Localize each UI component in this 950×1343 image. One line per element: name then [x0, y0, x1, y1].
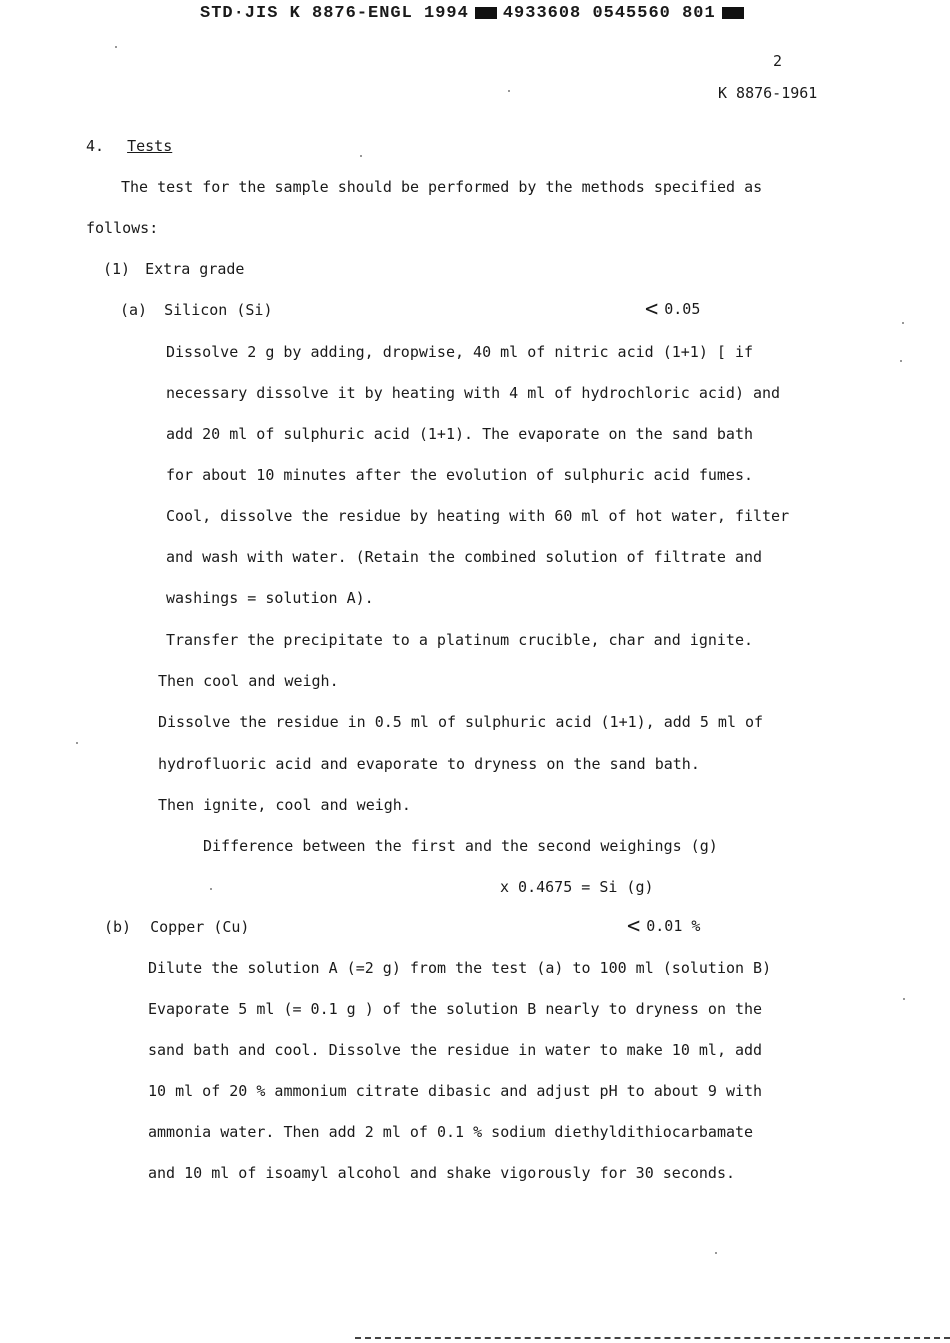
item-b-line: ammonia water. Then add 2 ml of 0.1 % sodium diethyldithiocarbamate	[148, 1123, 754, 1141]
item-a-line: Dissolve 2 g by adding, dropwise, 40 ml of nitric acid (1+1) [ if	[166, 343, 753, 361]
formula-line-2: x 0.4675 = Si (g)	[500, 878, 654, 896]
scan-speck	[715, 1252, 717, 1254]
item-b-limit-value: 0.01 %	[646, 917, 701, 935]
item-a-line: washings = solution A).	[166, 589, 374, 607]
header-bar-mark	[475, 7, 497, 19]
scan-speck	[76, 742, 78, 744]
item-b-line: 10 ml of 20 % ammonium citrate dibasic and adjust pH to about 9 with	[148, 1082, 763, 1100]
section-number: 4.	[86, 137, 105, 155]
scan-speck	[508, 90, 510, 92]
scan-speck	[903, 998, 905, 1000]
item-b-title: Copper (Cu)	[150, 918, 250, 936]
item-a-line: Then cool and weigh.	[158, 672, 339, 690]
subsection-heading	[103, 260, 244, 278]
item-a-line: hydrofluoric acid and evaporate to dryness on the sand bath.	[158, 755, 700, 773]
item-a-label: (a)	[120, 301, 148, 319]
item-b-heading	[104, 918, 249, 936]
less-than-icon: <	[627, 914, 641, 939]
section-title: Tests	[127, 137, 173, 155]
item-b-line: sand bath and cool. Dissolve the residue in water to make 10 ml, add	[148, 1041, 763, 1059]
item-a-line: add 20 ml of sulphuric acid (1+1). The evaporate on the sand bath	[166, 425, 753, 443]
subsection-title: Extra grade	[145, 260, 245, 278]
section-intro-line-1: The test for the sample should be performed by the methods specified as	[121, 178, 763, 196]
less-than-icon: <	[645, 297, 659, 322]
scan-speck	[115, 46, 117, 48]
scan-speck	[900, 360, 902, 362]
item-a-line: Then ignite, cool and weigh.	[158, 796, 411, 814]
scan-speck	[360, 155, 362, 157]
page-number: 2	[773, 52, 783, 70]
item-b-label: (b)	[104, 918, 132, 936]
document-header	[200, 4, 750, 23]
footer-rule	[355, 1337, 950, 1341]
item-b-line: and 10 ml of isoamyl alcohol and shake vigorously for 30 seconds.	[148, 1164, 735, 1182]
item-a-heading	[120, 301, 273, 319]
item-a-limit	[645, 297, 700, 322]
header-bar-mark-end	[722, 7, 744, 19]
item-a-line: and wash with water. (Retain the combined solution of filtrate and	[166, 548, 763, 566]
section-heading	[86, 137, 172, 155]
formula-line-1: Difference between the first and the second weighings (g)	[203, 837, 718, 855]
item-b-line: Evaporate 5 ml (= 0.1 g ) of the solution B nearly to dryness on the	[148, 1000, 763, 1018]
item-a-line: Cool, dissolve the residue by heating with 60 ml of hot water, filter	[166, 507, 790, 525]
header-left-code: STD·JIS K 8876-ENGL 1994	[200, 4, 469, 23]
item-a-line: necessary dissolve it by heating with 4 ml of hydrochloric acid) and	[166, 384, 781, 402]
section-intro-line-2: follows:	[86, 219, 159, 237]
item-a-line: for about 10 minutes after the evolution of sulphuric acid fumes.	[166, 466, 753, 484]
scan-speck	[902, 322, 904, 324]
item-a-limit-value: 0.05	[664, 300, 701, 318]
standard-number: K 8876-1961	[718, 84, 818, 102]
item-a-title: Silicon (Si)	[164, 301, 273, 319]
subsection-number: (1)	[103, 260, 131, 278]
item-a-line: Dissolve the residue in 0.5 ml of sulphuric acid (1+1), add 5 ml of	[158, 713, 764, 731]
header-right-code: 4933608 0545560 801	[502, 4, 716, 23]
item-b-line: Dilute the solution A (=2 g) from the test (a) to 100 ml (solution B)	[148, 959, 772, 977]
item-a-line: Transfer the precipitate to a platinum crucible, char and ignite.	[166, 631, 753, 649]
scan-speck	[210, 888, 212, 890]
item-b-limit	[627, 914, 700, 939]
